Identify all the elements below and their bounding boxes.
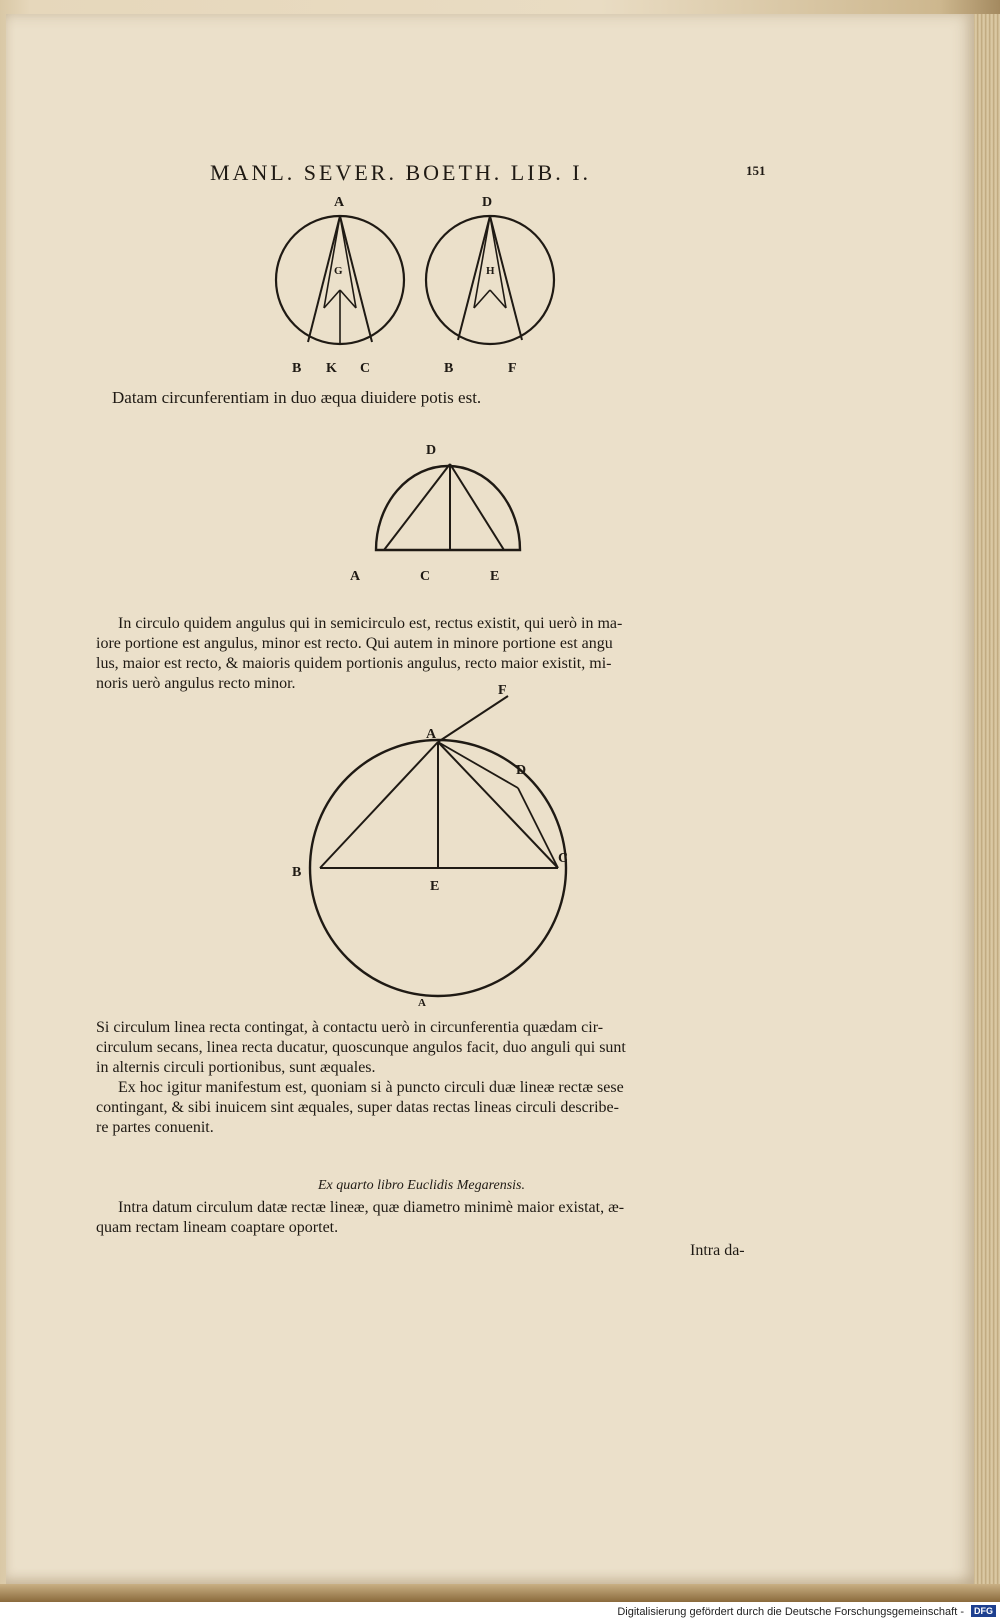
prop3-line-1: Si circulum linea recta contingat, à contactu uerò in circunferentia quædam cir- [96,1019,604,1036]
digitization-footer [0,1602,1000,1622]
proposition-2 [96,614,756,694]
prop2-line-2: iore portione est angulus, minor est recto. Qui autem in minore portione est angu [96,635,613,652]
proposition-1: Datam circunferentiam in duo æqua diuidere potis est. [112,388,482,407]
fig3-label-c: C [558,851,569,866]
fig3-label-d: D [516,763,527,778]
fig1r-label-center: H [486,265,495,277]
prop3-line-3: in alternis circuli portionibus, sunt æquales. [96,1059,376,1076]
prop4-line-1: Intra datum circulum datæ rectæ lineæ, quæ diametro minimè maior existat, æ- [118,1199,625,1216]
figure-two-circles [268,190,568,395]
fig3-label-e: E [430,879,440,894]
catchword: Intra da- [690,1242,745,1259]
corollary-line-3: re partes conuenit. [96,1119,214,1136]
fig1-label-center: G [334,265,343,277]
folio-number: 151 [746,163,766,178]
fig1r-label-f: F [508,361,517,376]
fig1-label-b: B [292,361,302,376]
fig1-label-k: K [326,361,337,376]
fig2-label-c: C [420,569,431,584]
prop2-line-3: lus, maior est recto, & maioris quidem portionis angulus, recto maior existit, mi- [96,655,612,672]
proposition-3 [96,1018,756,1138]
fig1-label-top: A [334,195,345,210]
page-fore-edge [974,14,1000,1584]
fig3-label-a-bottom: A [418,997,426,1009]
figure-semicircle [346,440,546,595]
fig3-label-a-top: A [426,727,437,742]
prop3-line-2: circulum secans, linea recta ducatur, quoscunque angulos facit, duo anguli qui sunt [96,1039,626,1056]
footer-text: Digitalisierung gefördert durch die Deutsche Forschungsgemeinschaft - [617,1606,964,1618]
fig1r-label-b: B [444,361,454,376]
proposition-4 [96,1198,756,1238]
figure-tangent-circle [280,683,600,1045]
corollary-line-2: contingant, & sibi inuicem sint æquales, super datas rectas lineas circuli describe- [96,1099,619,1116]
fig2-label-d: D [426,443,437,458]
prop2-line-4: noris uerò angulus recto minor. [96,675,296,692]
fig2-label-e: E [490,569,500,584]
fig3-label-b: B [292,865,302,880]
book-bottom-edge [0,1584,1000,1602]
fig1-label-c: C [360,361,371,376]
dfg-logo: DFG [971,1605,996,1617]
fig2-label-a: A [350,569,361,584]
prop2-line-1: In circulo quidem angulus qui in semicirculo est, rectus existit, qui uerò in ma- [118,615,623,632]
fig3-label-f: F [498,683,507,698]
section-heading: Ex quarto libro Euclidis Megarensis. [318,1178,525,1193]
fig1r-label-top: D [482,195,493,210]
running-title: MANL. SEVER. BOETH. LIB. I. [210,160,592,185]
corollary-line-1: Ex hoc igitur manifestum est, quoniam si à puncto circuli duæ lineæ rectæ sese [118,1079,624,1096]
prop4-line-2: quam rectam lineam coaptare oportet. [96,1219,339,1236]
